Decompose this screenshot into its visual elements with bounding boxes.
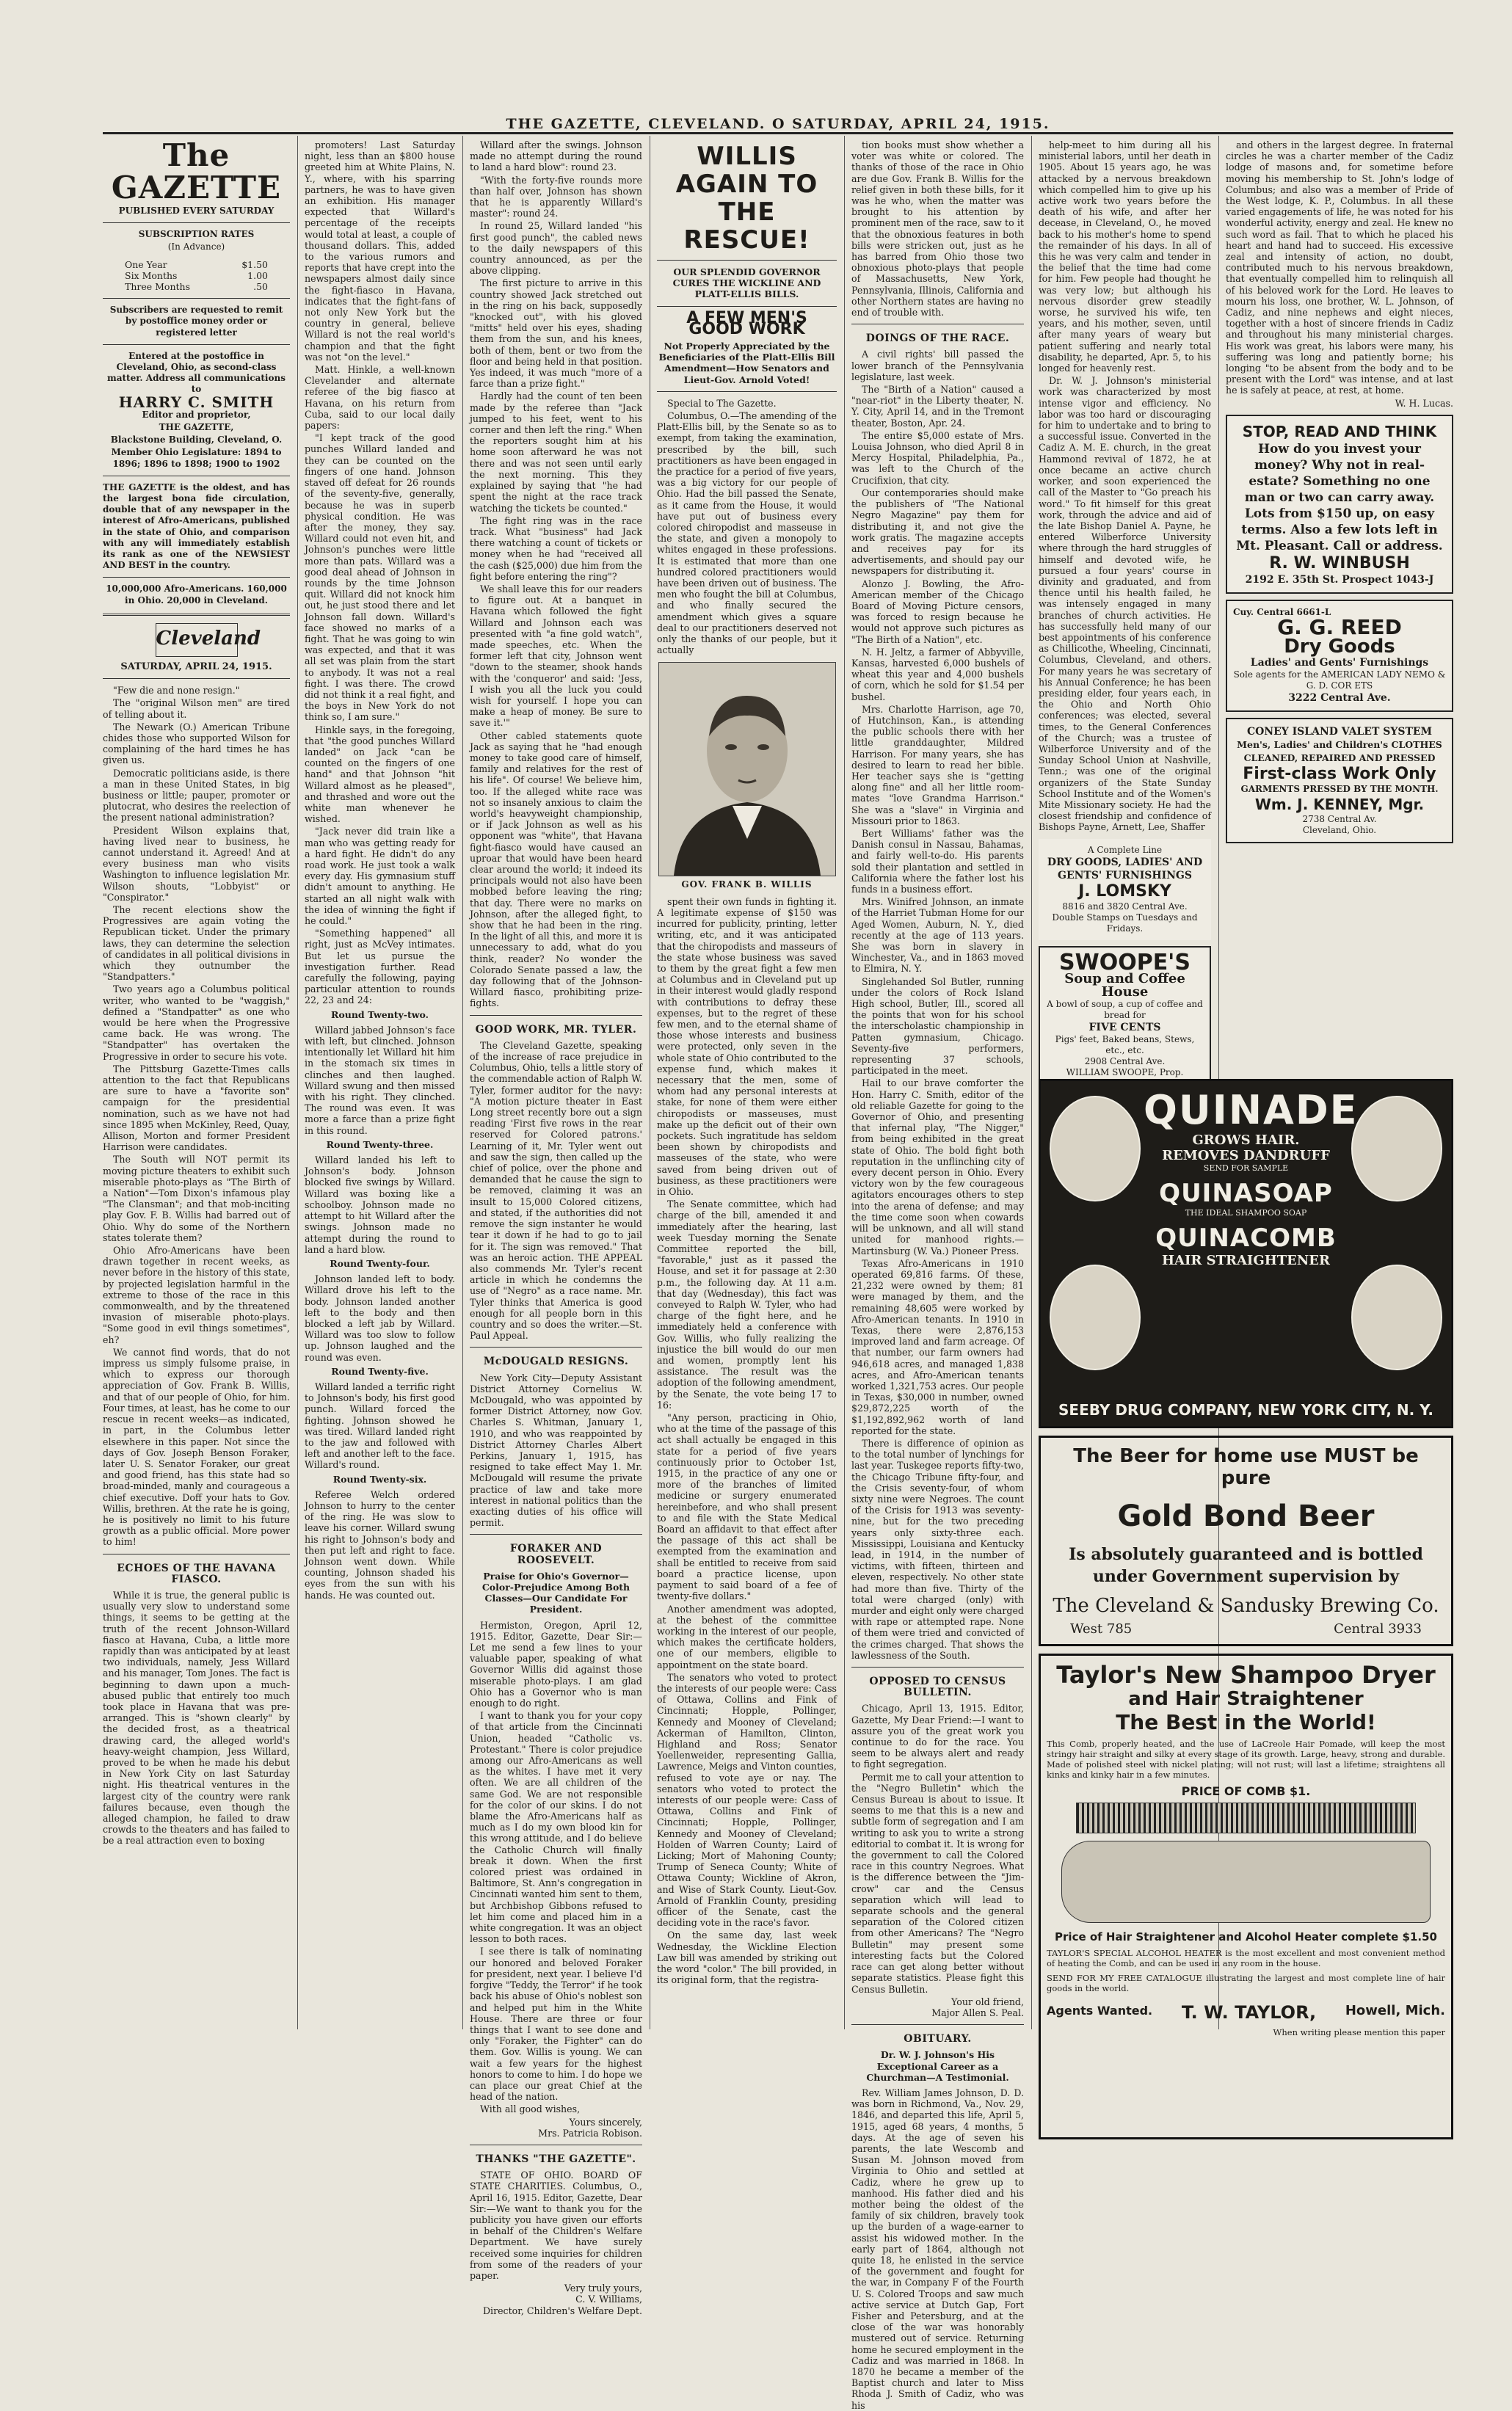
editorial-paragraph: The recent elections show the Progressives are again voting the Republican ticket. Under the primary laws, they can determine the selection of candidates in all political divisions in which they outnumber the "Standpatters." [103,903,290,983]
quinasoap-title: QUINASOAP [1159,1179,1333,1208]
divider [657,260,837,261]
column-divider [297,136,298,2029]
round-text: Johnson landed left to body. Willard drove his left to the body. Johnson landed another left to the body and then blocked a left jab by Willard. Willard was too slow to follow up. Johnson laughed and the round was even. [305,1273,455,1363]
editorial-paragraph: The Newark (O.) American Tribune chides those who supported Wilson for complaining of the hard times he has given us. [103,721,290,766]
ad-name: R. W. WINBUSH [1269,553,1410,572]
ads-block [1039,1072,1453,2147]
article-paragraph: "Something happened" all right, just as McVey intimates. But let us pursue the investigation further. Read carefully the following, paying particular attention to rounds 22, 23 and 24: [305,928,455,1006]
member-note: Member Ohio Legislature: 1894 to 1896; 1896 to 1898; 1900 to 1902 [111,447,282,469]
quinade-ad [1039,1079,1453,1428]
ad-address: 2908 Central Ave. [1084,1055,1166,1066]
article-subhead: Dr. W. J. Johnson's His Exceptional Career as a Churchman—A Testimonial. [866,2049,1009,2083]
editorial-paragraph: Democratic politicians aside, is there a man in these United States, in big business or little; pauper, promoter or plutocrat, who desires the reelection of the present national administration? [103,767,290,823]
ad-line: Pigs' feet, Baked beans, Stews, etc., etc. [1055,1033,1195,1055]
ad-line: A Complete Line [1087,844,1163,855]
ad-address: 8816 and 3820 Central Ave. [1062,901,1188,912]
article-paragraph: The Senate committee, which had charge of the bill, amended it and immediately after the hearing, last week Tuesday morning the Senate Committee reported the bill, "favorable," just as it passed the House, and set it for passage at 2:30 p.m., the following day. At 11 a.m. that day (Wednesday), this fact was conveyed to Ralph W. Tyler, who had charge of the fight here, and he immediately held a conference with Gov. Willis, who fully realizing the injustice the bill would do our men and women, promptly lent his assistance. The result was the adoption of the following amendment, by the Senate, the vote being 17 to 16: [657,1199,837,1411]
top-rule [103,132,1453,134]
article-paragraph: tion books must show whether a voter was white or colored. The thanks of those of the race in Ohio are due Gov. Frank B. Willis for the relief given in both these bills, for it was he who, when the matter was brought to his attention by prominent men of the race, saw to it that the obnoxious features in both bills were stricken out, just as he has barred from Ohio those two obnoxious photo-plays that people of Massachusetts, New York, Pennsylvania, Illinois, California and other Northern states are having no end of trouble with. [851,139,1024,319]
ad-address: 2192 E. 35th St. Prospect 1043-J [1245,573,1434,586]
article-headline: DOINGS OF THE RACE. [865,332,1010,345]
news-item: N. H. Jeltz, a farmer of Abbyville, Kansas, harvested 6,000 bushels of wheat this year and 4,000 bushels of corn, which he sold for $1.54 per bushel. [851,646,1024,702]
editor-title: Editor and proprietor, [142,409,251,420]
remit-note: Subscribers are requested to remit by postoffice money order or registered letter [109,305,283,338]
phone-west: West 785 [1070,1621,1133,1637]
ad-line: Men's, Ladies' and Children's CLOTHES CLEANED, REPAIRED AND PRESSED [1237,738,1442,763]
article-paragraph: Hardly had the count of ten been made by the referee than "Jack jumped to his feet, went to his corner and then left the ring." When the reporters sought him at his home soon afterward he was not there and was not seen until early the next morning. This they explained by saying that "he had spent the night at the race track watching the tickets be counted." [470,390,642,514]
ad-city: Cleveland, Ohio. [1302,824,1377,835]
editorial-paragraph: The "original Wilson men" are tired of telling about it. [103,697,290,720]
article-paragraph: "I kept track of the good punches Willard landed and they can be counted on the fingers of one hand. Johnson staved off defeat for 26 rounds of the seventy-five, generally, because he was in superb physical condition. He was after the money, they say. Willard could not even hit, and Johnson's punches were little more than pats. Willard was a good deal ahead of Johnson in rounds by the time Johnson quit. Willard did not knock him out, he just stood there and let Johnson fall down. Willard's face showed no marks of a fight. That he was going to win was expected, and that it was all set was plain from the start to anybody. It was not a real fight. I was there. The crowd did not think it a real fight, and the boys in New York do not think so, I am sure." [305,432,455,723]
lomsky-ad [1039,839,1211,940]
rates-list [125,259,268,293]
quinacomb-title: QUINACOMB [1155,1223,1337,1253]
divider [470,1347,642,1348]
rate-price: .50 [253,281,268,293]
lead-headline: WILLIS AGAIN TO THE RESCUE! [675,142,818,255]
obituary-paragraph: and others in the largest degree. In fraternal circles he was a charter member of the Cadiz lodge of masons and, for sometime before moving his membership to St. John's lodge of Columbus; and also was a member of Pride of the West lodge, K. P., Columbus. In all these varied engagements of life, he was noted for his wonderful activity, energy and zeal. He knew no such word as fail. That to which he placed his heart and hand had to succeed. His excessive zeal and intensity of action, no doubt, contributed much to his nervous breakdown, that eventually compelled him to relinquish all of his beloved work for the Lord. He leaves to mourn his loss, one brother, W. L. Johnson, of Cadiz, and nine nephews and eight nieces, together with a host of sincere friends in Cadiz and throughout his many ministerial charges. His work was great, his labors were many, his suffering was long and patiently borne; his longing "to be absent from the body and to be present with the Lord" was intense, and at last he is safely at peace, at rest, at home. [1226,139,1453,396]
ad-note: Double Stamps on Tuesdays and Fridays. [1052,912,1198,934]
divider [103,222,290,223]
quinade-line: HAIR STRAIGHTENER [1162,1253,1330,1268]
rate-row [125,270,268,281]
taylor-tagline: The Best in the World! [1116,1710,1376,1734]
taylor-special: TAYLOR'S SPECIAL ALCOHOL HEATER is the most excellent and most convenient method of heating the Comb, and can be used in any room in the house. [1047,1948,1445,1968]
divider [851,2024,1024,2025]
taylor-headline: Taylor's New Shampoo Dryer [1056,1661,1436,1689]
quinade-line: SEND FOR SAMPLE [1203,1163,1289,1173]
divider [103,577,290,578]
ad-address: 2738 Central Av. [1302,813,1377,824]
news-item: Mrs. Charlotte Harrison, age 70, of Hutchinson, Kan., is attending the public schools there with her little granddaughter, Mildred Harrison. For many years, she has desired to learn to read her bible. Her teacher says she is "getting along fine" and all her little room-mates "love Grandma Harrison." She was a "slave" in Virginia and Missouri prior to 1863. [851,703,1024,826]
column-7 [1226,139,1453,1064]
news-item: A civil rights' bill passed the lower branch of the Pennsylvania legislature, last week. [851,349,1024,382]
article-paragraph: Matt. Hinkle, a well-known Clevelander and alternate referee of the big fiasco at Havana, on his return from Cuba, said to our local daily papers: [305,364,455,432]
round-heading: Round Twenty-six. [332,1473,427,1485]
ad-line: Soup and Coffee House [1064,970,1185,1000]
agents-wanted: Agents Wanted. [1047,2003,1153,2018]
ad-line: DRY GOODS, LADIES' AND GENTS' FURNISHINGS [1047,856,1203,881]
rate-price: 1.00 [247,269,268,281]
letter-signoff: Your old friend, [951,1996,1024,2007]
article-paragraph: "With the forty-five rounds more than half over, Johnson has shown that he is apparently Willard's master": round 24. [470,174,642,219]
second-subhead: Not Properly Appreciated by the Beneficiaries of the Platt-Ellis Bill Amendment—How Senators and Lieut-Gov. Arnold Voted! [658,341,835,385]
news-item: Alonzo J. Bowling, the Afro-American member of the Chicago Board of Moving Picture censors, was forced to resign because he would not approve such pictures as "The Birth of a Nation", etc. [851,578,1024,645]
editorial-paragraph: President Wilson explains that, having lived near to business, he cannot understand it. Agreed! And at every business man who visits Washington to influence legislation Mr. Wilson shouts, "Lobbyist" or "Conspirator." [103,824,290,903]
editorial-paragraph: Ohio Afro-Americans have been drawn together in recent weeks, as never before in the history of this state, by projected legislation harmful in the extreme to those of the race in this commonwealth, and by the threatened invasion of miserable photo-plays. "Some good in evil things sometimes", eh? [103,1245,290,1345]
dryer-icon [1061,1841,1431,1923]
news-item: Hail to our brave comforter the Hon. Harry C. Smith, editor of the old reliable Gazette for going to the Governor of Ohio, and presenting that infernal play, "The Nigger," from being exhibited in the great state of Ohio. The bold fight both reputation in the unflinching city of every decent person in Ohio. Every victory won by the few courageous agitators encourages others to step into the arena of defense; and may the time come soon when cowards will be unknown, and all will stand united for manhood rights.—Martinsburg (W. Va.) Pioneer Press. [851,1077,1024,1257]
divider [103,344,290,345]
article-paragraph: "Any person, practicing in Ohio, who at the time of the passage of this act shall actually be engaged in this state for a period of five years continuously prior to October 1st, 1915, in the practice of any one or more of the branches of limited medicine or surgery enumerated hereinbefore, and who shall present to and file with the State Medical Board an affidavit to that effect after the passage of this act shall be exempted from the examination and shall be entitled to receive from said board a practice license, upon payment to said board of a fee of twenty-five dollars." [657,1412,837,1602]
obituary-paragraph: help-meet to him during all his ministerial labors, until her death in 1905. About 15 years ago, he was attacked by a nervous breakdown which compelled him to give up his active work two years before the death of his wife, and after her decease, in Cleveland, O., he moved back to his mother's home to spend the remainder of his days. In all of this he was very calm and tender in the belief that the time had come for him. Few people had thought he was very low; but although his nervous disorder grew steadily worse, he survived his wife, ten years, and his mother, seven, until after many years of weary but patient suffering and nearly total disability, he departed, Apr. 5, to his longed for heavenly rest. [1039,139,1211,374]
swoope-ad [1039,946,1211,1086]
column-1 [103,139,290,2026]
letter-signoff: Yours sincerely, [569,2116,642,2128]
divider [657,391,837,392]
divider [657,306,837,307]
news-item: There is difference of opinion as to the total number of lynchings for last year. Tuskegee reports fifty-two, the Chicago Tribune fifty-four, and the Crisis seventy-four, of whom sixty nine were Negroes. The count of the Crisis for 1913 was seventy-nine, but for the two preceding years only sixty-three each. Mississippi, Louisiana and Kentucky lead, in 1914, in the number of victims, with fifteen, thirteen and eleven, respectively. No other state had more than five. Thirty of the total were charged (only) with murder and eight only were charged with rape or attempted rape. None of them were tried and convicted of the crimes charged. That shows the lawlessness of the South. [851,1437,1024,1661]
rate-row [125,259,268,270]
article-paragraph: Other cabled statements quote Jack as saying that he "had enough money to take good care of himself, family and relatives for the rest of his life". Of course! We believe him, too. If the alleged white race was not so insanely anxious to claim the world's heavyweight championship, or if Jack Johnson as well as his opponent was "white", that Havana fight-fiasco would have caused an uproar that would have been heard clear around the world; it indeed its principals would not also have been mobbed before leaving the ring; that day. There were no marks on Johnson, after the alleged fight, to show that he had been in the ring. In the light of all this, and more it is unnecessary to add, what do you think, reader? No wonder the Colorado Senate passed a law, the day following that of the Johnson-Willard fiasco, prohibiting prize-fights. [470,730,642,1009]
round-heading: Round Twenty-four. [330,1257,430,1269]
obituary-signature: W. H. Lucas. [1395,397,1453,409]
quinade-footer: SEEBY DRUG COMPANY, NEW YORK CITY, N. Y. [1058,1401,1433,1419]
ad-line: CONEY ISLAND VALET SYSTEM [1246,725,1433,738]
article-subhead: Praise for Ohio's Governor—Color-Prejudice Among Both Classes—Our Candidate For President. [481,1570,630,1615]
letter-paragraph: With all good wishes, [480,2103,581,2115]
letter-signature: Major Allen S. Peal. [931,2007,1024,2018]
woman-portrait-icon [1050,1096,1141,1201]
portrait-icon [659,663,835,876]
article-paragraph: The fight ring was in the race track. What "business" had Jack there watching a count of tickets or money when he had "received all the cash ($25,000) due him from the fight before entering the ring"? [470,514,642,582]
rate-label: Six Months [125,269,178,281]
taylor-city: Howell, Mich. [1345,2002,1445,2018]
ad-line: Dry Goods [1284,635,1395,658]
paper-name: THE GAZETTE, [159,422,234,433]
taylor-body: This Comb, properly heated, and the use of LaCreole Hair Pomade, will keep the most stringy hair straight and silky at every stage of its growth. Large, heavy, strong and durable. Made of polished steel with nickel plating; will not rust; will last a lifetime; straightens all kinks and kinky hair in a few minutes. [1047,1739,1445,1780]
quinade-line: REMOVES DANDRUFF [1162,1148,1330,1163]
divider [103,678,290,679]
phone-central: Central 3933 [1334,1621,1422,1637]
second-headline: A FEW MEN'S GOOD WORK [686,308,807,338]
article-headline: ECHOES OF THE HAVANA FIASCO. [117,1562,276,1585]
cleveland-logo-seal: Cleveland [156,623,238,657]
letter-paragraph: Permit me to call your attention to the "Negro Bulletin" which the Census Bureau is about to issue. It seems to me that this is a new and subtle form of segregation and I am writing to ask you to write a strong editorial to combat it. It is wrong for the government to call the Colored race in this country Negroes. What is the difference between the "Jim-crow" car and the Census separation which will lead to separate schools and the general separation of the Colored citizen from other Americans? The "Negro Bulletin" may present some interesting facts but the Colored race can get along better without separate statistics. Please fight this Census Bulletin. [851,1771,1024,1995]
ad-line: Sole agents for the AMERICAN LADY NEMO & G. D. COR ETS [1233,669,1446,691]
column-divider [462,136,463,2029]
news-item: Singlehanded Sol Butler, running under the colors of Rock Island High school, Butler, Ill., scored all the points that won for his school the interscholastic championship in Patten gymnasium, Chicago. Seventy-five performers, representing 37 schools, participated in the meet. [851,975,1024,1077]
round-text: Willard jabbed Johnson's face with left, but clinched. Johnson intentionally let Willard hit him in the stomach six times in clinches and then laughed. Willard swung and then missed with his right. They clinched. The round was even. It was more a farce than a prize fight in this round. [305,1024,455,1136]
editorial-paragraph: The Pittsburg Gazette-Times calls attention to the fact that Republicans are sure to have a "favorite son" campaign for the presidential nomination, such as we have not had since 1895 when McKinley, Reed, Quay, Allison, Morton and former President Harrison were candidates. [103,1063,290,1153]
address: Blackstone Building, Cleveland, O. [110,434,283,446]
ad-headline: STOP, READ AND THINK [1242,422,1437,440]
reed-ad [1226,600,1453,712]
quinade-title: QUINADE [1144,1087,1359,1133]
running-head: THE GAZETTE, CLEVELAND. O SATURDAY, APRIL 24, 1915. [506,116,1050,132]
article-paragraph: Willard after the swings. Johnson made no attempt during the round to land a hard blow": round 23. [470,139,642,173]
beer-brand: Gold Bond Beer [1117,1499,1375,1533]
article-paragraph: spent their own funds in fighting it. A legitimate expense of $150 was incurred for publicity, printing, letter writing, etc, and it was anticipated that the chiropodists and masseurs of the state whose business was saved to them by the great fight a few men at Columbus and in Cleveland put up in their interest would gladly respond with contributions to defray these expenses, but to the regret of these few men, and to the eternal shame of those whose interests and business were protected, only seven in the whole state of Ohio contributed to the expense fund, which makes it necessary that the men, some of whom had any personal interests at stake, for none of them were either chiropodists or masseuses, must make up the deficit out of their own pockets. Such ingratitude has seldom been shown by chiropodists and masseuses of the state, who were saved from being driven out of business, as these practitioners were in Ohio. [657,895,837,1197]
ad-line: First-class Work Only [1243,764,1436,783]
woman-portrait-icon [1351,1096,1442,1201]
news-item: The entire $5,000 estate of Mrs. Louisa Johnson, who died April 8 in Mercy Hospital, Philadelphia, Pa., was left to the Church of the Crucifixion, that city. [851,429,1024,486]
taylor-mention: When writing please mention this paper [1273,2027,1445,2037]
article-paragraph: The Cleveland Gazette, speaking of the increase of race prejudice in Columbus, Ohio, tells a little story of the commendable action of Ralph W. Tyler, former auditor for the navy: "A motion picture theater in East Long street recently bore out a sign reading 'First five rows in the rear reserved for Colored patrons.' Learning of it, Mr. Tyler went out and saw the sign, then called up the chief of police, over the phone and demanded that he cause the sign to be removed, claiming it was an insult to 15,000 Colored citizens, and stated, if the authorities did not remove the sign instanter he would tear it down if he had to go to jail for it. The sign was removed." That was an heroic action. THE APPEAL also commends Mr. Tyler's recent article in which he condemns the use of "Negro" as a race name. Mr. Tyler thinks that America is good enough for all people born in this country and so does the writer.—St. Paul Appeal. [470,1039,642,1342]
news-item: Texas Afro-Americans in 1910 operated 69,816 farms. Of these, 21,232 were owned by them; 81 were managed by them, and the remaining 48,605 were worked by Afro-American tenants. In 1910 in Texas, there were 2,876,153 improved land and farm acreage. Of that number, our farm owners had 946,618 acres, and managed 1,838 acres, and Afro-American tenants worked 1,321,753 acres. Our people in Texas, $30,000 in number, owned $29,872,225 worth of the $1,192,892,962 worth of land reported for the state. [851,1257,1024,1436]
editorial-paragraph: Two years ago a Columbus political writer, who wanted to be "waggish," defined a "Standpatter" as one who would be here when the Progressive came back. He was wrong. The "Standpatter" has overtaken the Progressive in order to secure his vote. [103,983,290,1062]
ad-address: 3222 Central Ave. [1288,691,1391,704]
kenney-valet-ad [1226,718,1453,843]
round-heading: Round Twenty-three. [326,1138,434,1150]
article-paragraph: We shall leave this for our readers to figure out. At a banquet in Havana which followed the fight Willard and Johnson each was presented with "a fine gold watch", made speeches, etc. When the former left that city, Johnson went "down to the steamer, shook hands with the 'conqueror' and said: 'Jess, I wish you all the luck you could wish for yourself. I hope you can make a heap of money. Be sure to save it.'" [470,583,642,729]
woman-portrait-icon [1050,1265,1141,1370]
editorial-paragraph: We cannot find words, that do not impress us simply fulsome praise, in which to express our thorough appreciation of Gov. Frank B. Willis, and that of our people of Ohio, for him. Four times, at least, has he come to our rescue in recent weeks—as indicated, in part, in the Columbus letter elsewhere in this paper. Not since the days of Gov. Joseph Benson Foraker, later U. S. Senator Foraker, our great and good friend, has this state had so broad-minded, manly and courageous a chief executive. Doff your hats to Gov. Willis, brethren. At the rate he is going, he is positively no limit to his future growth as a public official. More power to him! [103,1346,290,1548]
gold-bond-beer-ad [1039,1436,1453,1646]
article-paragraph: The first picture to arrive in this country showed Jack stretched out in the ring on his back, supposedly "knocked out", with his gloved "mitts" held over his eyes, shading them from the sun, and his knees, both of them, bent or two from the floor and being held in that position. Yes indeed, it was much "more of a farce than a prize fight." [470,277,642,390]
governor-portrait-image [658,662,836,876]
ad-line: GARMENTS PRESSED BY THE MONTH. [1240,783,1439,794]
divider [470,1534,642,1535]
article-paragraph: While it is true, the general public is usually very slow to understand some things, it seems to be getting at the truth of the recent Johnson-Willard fiasco at Havana, Cuba, a little more rapidly than was anticipated by at least two individuals, namely, Jess Willard and his manager, Tom Jones. The fact is beginning to dawn upon a much-abused public that entirely too much took place in Havana that was pre-arranged. This is "shown clearly" by the decided frost, as a theatrical drawing card, the alleged world's heavy-weight champion, Jess Willard, proved to be when he made his debut in New York City on last Saturday night. His theatrical ventures in the largest city of the country were rank failures because, even though the alleged champion, he failed to draw crowds to the theaters and has failed to be a real attraction even to boxing [103,1589,290,1847]
quinade-line: THE IDEAL SHAMPOO SOAP [1185,1208,1307,1218]
editorial-paragraph: The South will NOT permit its moving picture theaters to exhibit such miserable photo-plays as "The Birth of a Nation"—Tom Dixon's infamous play "The Clansman"; and that mob-inciting play Gov. F. B. Willis had barred out of Ohio. Why do some of the Northern states tolerate them? [103,1154,290,1243]
lead-subhead: OUR SPLENDID GOVERNOR CURES THE WICKLINE AND PLATT-ELLIS BILLS. [672,266,821,300]
letter-signoff: Very truly yours, [564,2283,642,2294]
taylor-catalogue: SEND FOR MY FREE CATALOGUE illustrating the largest and most complete line of hair goods in the world. [1047,1973,1445,1993]
article-paragraph: promoters! Last Saturday night, less than an $800 house greeted him at White Plains, N. Y., where, with his sparring partners, he was to have given an exhibition. His manager expected that Willard's percentage of the receipts would total at least, a couple of thousand dollars. This, added to the various rumors and reports that have crept into the newspapers almost daily since the fight-fiasco in Havana, indicates that the fight-fans of not only New York but the country in general, believe Willard is not the real world's champion and that the fight was not "on the level." [305,139,455,363]
portrait-caption: GOV. FRANK B. WILLIS [681,879,813,890]
ad-name: SWOOPE'S [1059,949,1191,975]
ad-body: How do you invest your money? Why not in real-estate? Something no one man or two can carry away. Lots from $150 up, on easy terms. Also a few lots left in Mt. Pleasant. Call or address. [1236,441,1443,553]
divider [470,1015,642,1016]
article-paragraph: New York City—Deputy Assistant District Attorney Cornelius W. McDougald, who was appointed by former District Attorney, now Gov. Charles S. Whitman, January 1, 1910, and who was reappointed by District Attorney Charles Albert Perkins, January 1, 1915, has resigned to take effect May 1. Mr. McDougald will resume the private practice of law and take more interest in national politics than the exacting duties of his office will permit. [470,1372,642,1529]
editor-name: HARRY C. SMITH [118,393,275,411]
woman-portrait-icon [1351,1265,1442,1370]
winbush-ad [1226,415,1453,594]
divider [103,298,290,299]
obituary-paragraph: Rev. William James Johnson, D. D. was born in Richmond, Va., Nov. 29, 1846, and departed this life, April 5, 1915, aged 68 years, 4 months, 5 days. At the age of seven his parents, the late Wescomb and Susan M. Johnson moved from Virginia to Ohio and settled at Cadiz, where he grew up to manhood. His father died and his mother being the oldest of the family of six children, bravely took up the burden of a wage-earner to assist his widowed mother. In the early part of 1864, although not quite 18, he enlisted in the service of the government and fought for the war, in Company F of the Fourth U. S. Colored Troops and saw much active service at Dutch Gap, Fort Fisher and Petersburg, and at the close of the war was honorably mustered out of service. Returning home he secured employment in the Cadiz and was married in 1868. In 1870 he became a member of the Baptist church and later to Miss Rhoda J. Smith of Cadiz, who was his [851,2087,1024,2411]
round-text: Willard landed a terrific right to Johnson's body, his first good punch. Willard forced the fighting. Johnson showed he was tired. Willard landed right to the jaw and followed with left and another left to the face. Willard's round. [305,1381,455,1471]
obituary-paragraph: Dr. W. J. Johnson's ministerial work was characterized by most intense vigor and efficiency. No labor was too hard or discouraging for him to undertake and to bring to a successful issue. Converted in the Cadiz A. M. E. church, in the great Hammond revival of 1872, he at once became an active church worker, and soon experienced the call of the Master to "Go preach his word." To fit himself for this great work, through the advice and aid of the late Bishop Daniel A. Payne, he entered Wilberforce University where through the hard struggles of himself and devoted wife, he pursued a four years' course in divinity and graduated, and from thence until his health failed, he was intensely engaged in many branches of church activities. He has successfully held many of our best appointments of his conference as Chillicothe, Wheeling, Cincinnati, Columbus, Cleveland, and others. For many years he was secretary of his Annual Conference; he has been presiding elder, four years each, in the Ohio and North Ohio conferences; was elected, several times, to the General Conferences of the Church; was a trustee of Wilberforce University and of the Sunday School Union at Nashville, Tenn.; was one of the original organizers of the State Sunday School Institute and of the Women's Mite Missionary society. He had the closest friendship and confidence of Bishops Payne, Arnett, Lee, Shaffer [1039,375,1211,833]
letter-signature: Mrs. Patricia Robison. [538,2127,642,2139]
round-heading: Round Twenty-two. [331,1008,429,1020]
round-text: Referee Welch ordered Johnson to hurry to the center of the ring. He was slow to leave his corner. Willard swung his right to Johnson's body and then put left and right to face. Johnson went down. While counting, Johnson shaded his eyes from the sun with his hands. He was counted out. [305,1488,455,1601]
masthead-title: The GAZETTE [111,137,282,206]
column-divider [844,136,845,2029]
rate-row [125,281,268,292]
ad-line: Ladies' and Gents' Furnishings [1250,656,1429,669]
comb-icon [1076,1803,1416,1833]
ad-line: A bowl of soup, a cup of coffee and bread for [1047,998,1203,1020]
taylor-price-comb: PRICE OF COMB $1. [1181,1784,1311,1798]
column-6 [1039,139,1211,1077]
round-text: Willard landed his left to Johnson's body. Johnson blocked five swings by Willard. Willard was boxing like a schoolboy. Johnson made no attempt to hit Willard after the swings. Johnson made no attempt during the round to land a hard blow. [305,1154,455,1255]
column-divider [1031,136,1032,2029]
column-5 [851,139,1024,2411]
ad-phone: Cuy. Central 6661-L [1233,606,1331,617]
quinade-text [1144,1087,1359,1268]
taylor-subhead: and Hair Straightener [1128,1688,1364,1710]
population-note: 10,000,000 Afro-Americans. 160,000 in Ohio. 20,000 in Cleveland. [106,583,287,606]
editorial-paragraph: "Few die and none resign." [113,685,240,697]
letter-paragraph: Chicago, April 13, 1915. Editor, Gazette, My Dear Friend:—I want to assure you of the great work you continue to do for the race. You seem to be always alert and ready to fight segregation. [851,1703,1024,1770]
masthead-published: PUBLISHED EVERY SATURDAY [118,206,275,216]
round-heading: Round Twenty-five. [331,1365,429,1377]
article-headline: McDOUGALD RESIGNS. [483,1356,629,1368]
article-headline: THANKS "THE GAZETTE". [476,2153,636,2165]
ad-name: G. G. REED [1277,614,1402,639]
quinade-line: GROWS HAIR. [1192,1132,1300,1148]
column-4 [657,139,837,2026]
divider [103,614,290,616]
article-headline: OBITUARY. [904,2033,972,2045]
article-headline: GOOD WORK, MR. TYLER. [475,1023,637,1036]
article-paragraph: Special to The Gazette. [667,397,777,409]
rate-label: One Year [125,258,167,270]
letter-paragraph: I want to thank you for your copy of that article from the Cincinnati Union, headed "Catholic vs. Protestant." There is color prejudice among our Afro-Americans as well as the whites. I have met it very often. We are all children of the same God. We are not responsible for the color of our skins. I do not blame the Afro-Americans half as much as I do my own blood kin for this wrong attitude, and I do believe the Catholic Church will finally break it down. When the first colored priest was ordained in Baltimore, St. Ann's congregation in Cincinnati wanted him sent to them, but Archbishop Gibbons refused to let him come and placed him in a white congregation. It was an object lesson to both races. [470,1710,642,1945]
article-paragraph: Another amendment was adopted, at the behest of the committee working in the interest of our people, which makes the certificate holders, one of our members, eligible to appointment on the state board. [657,1603,837,1670]
rates-title: SUBSCRIPTION RATES [138,229,255,240]
letter-paragraph: Hermiston, Oregon, April 12, 1915. Editor, Gazette, Dear Sir:—Let me send a few lines to your valuable paper, speaking of what Governor Willis did against those miserable photo-plays. I am glad Ohio has a Governor who is man enough to do right. [470,1619,642,1709]
article-paragraph: On the same day, last week Wednesday, the Wickline Election Law bill was amended by striking out the word "color." The bill provided, in its original form, that the registra- [657,1930,837,1986]
taylor-shampoo-dryer-ad [1039,1654,1453,2139]
brewery-name: The Cleveland & Sandusky Brewing Co. [1053,1595,1439,1617]
column-2 [305,139,455,2026]
article-headline: OPPOSED TO CENSUS BULLETIN. [869,1676,1006,1699]
ad-name: Wm. J. KENNEY, Mgr. [1254,795,1425,813]
news-item: Mrs. Winifred Johnson, an inmate of the Harriet Tubman Home for our Aged Women, Auburn, N. Y., died recently at the age of 113 years. She was born in slavery in Winchester, Va., and in 1863 moved to Elmira, N. Y. [851,896,1024,975]
taylor-price-set: Price of Hair Straightener and Alcohol Heater complete $1.50 [1055,1930,1437,1943]
rates-note: (In Advance) [167,241,225,252]
issue-date: SATURDAY, APRIL 24, 1915. [120,661,272,672]
beer-text: Is absolutely guaranteed and is bottled under Government supervision by [1069,1545,1423,1586]
news-item: Bert Williams' father was the Danish consul in Nassau, Bahamas, and fairly well-to-do. His parents sold their plantation and settled in California where the father lost his funds in a business effort. [851,827,1024,895]
beer-phones [1048,1621,1444,1637]
ad-prop: WILLIAM SWOOPE, Prop. [1066,1066,1184,1077]
masthead [103,139,290,679]
letter-paragraph: STATE OF OHIO. BOARD OF STATE CHARITIES. Columbus, O., April 16, 1915. Editor, Gazette, Dear Sir:—We want to thank you for the publicity you have given our efforts in behalf of the Children's Welfare Department. We have surely received some inquiries for children from some of the readers of your paper. [470,2170,642,2281]
column-3 [470,139,642,2316]
article-paragraph: Hinkle says, in the foregoing, that "the good punches Willard landed" on Jack "can be counted on the fingers of one hand" and that Johnson "hit Willard almost as he pleased", and thrashed and wore out the white man whenever he wished. [305,724,455,825]
news-item: Our contemporaries should make the publishers of "The National Negro Magazine" pay them for distributing it, and not give the work gratis. The magazine accepts and receives pay for its advertisements, and should pay our newspapers for distributing it. [851,487,1024,577]
article-paragraph: "Jack never did train like a man who was getting ready for a hard fight. He didn't do any road work. He just took a walk every day. His gymnasium stuff didn't amount to anything. He started an all night walk with the idea of winning the fight if he could." [305,826,455,927]
letter-signature-title: Director, Children's Welfare Dept. [482,2305,642,2316]
taylor-name: T. W. TAYLOR, [1181,2002,1317,2023]
taylor-footer [1047,1998,1445,2023]
entered-note: Entered at the postoffice in Cleveland, Ohio, as second-class matter. Address all communications to [107,350,286,395]
news-item: The "Birth of a Nation" caused a "near-riot" in the Liberty theater, N. Y. City, April 14, and in the Tremont theater, Boston, Apr. 24. [851,384,1024,429]
divider [851,1667,1024,1668]
beer-headline: The Beer for home use MUST be pure [1073,1445,1419,1489]
article-paragraph: Columbus, O.—The amending of the Platt-Ellis bill, by the Senate so as to exempt, from taking the examination, prescribed by the bill, such practitioners as have been engaged in the practice for a period of five years, was a big victory for our people of Ohio. Had the bill passed the Senate, as it came from the House, it would have put out of business every colored chiropodist and masseuse in the state, and given a monopoly to whites engaged in these professions. It is estimated that more than one hundred colored practitioners would have been driven out of business. The men who fought the bill at Columbus, and who finally secured the amendment which gives a square deal to our practitioners deserved not only the thanks of our people, but it actually [657,410,837,656]
ad-price: FIVE CENTS [1088,1021,1161,1033]
rate-label: Three Months [125,281,190,293]
article-headline: FORAKER AND ROOSEVELT. [509,1543,603,1566]
rate-price: $1.50 [241,258,268,270]
article-paragraph: The senators who voted to protect the interests of our people were: Cass of Ottawa, Collins and Fink of Cincinnati; Hopple, Pollinger, Kennedy and Mooney of Cleveland; Ackerman of Hamilton, Clinton, Highland and Ross; Senator Yoellenweider, representing Gallia, Lawrence, Meigs and Vinton counties, refused to vote aye or nay. The senators who voted to protect the interests of our people were: Cass of Ottawa, Collins and Fink of Cincinnati; Hopple, Pollinger, Kennedy and Mooney of Cleveland; Holden of Warren County; Laird of Licking; Mort of Mahoning County; Trump of Seneca County; White of Ottawa County; Wickline of Akron, and Wise of Stark County. Lieut-Gov. Arnold of Franklin County, presiding officer of the Senate, cast the deciding vote in the race's favor. [657,1671,837,1929]
circulation-boast: THE GAZETTE is the oldest, and has the largest bona fide circulation, double that of any newspaper in the interest of Afro-Americans, published in the state of Ohio, and comparison with any will immediately establish its rank as one of the NEWSIEST AND BEST in the country. [103,481,290,571]
ad-name: J. LOMSKY [1078,881,1171,901]
article-paragraph: In round 25, Willard landed "his first good punch", the cabled news to the daily newspapers of this country announced, as per the above clipping. [470,220,642,277]
letter-paragraph: I see there is talk of nominating our honored and beloved Foraker for president, next year. I believe I'd forgive "Teddy, the Terror" if he took back his abuse of Ohio's noblest son and helped put him in the White House. There are three or four things that I want to see done and only "Foraker, the Fighter" can do them. Gov. Willis is young. We can wait a few years for the highest honors to come to him. I do hope we can place our great Chief at the head of the nation. [470,1946,642,2103]
letter-signature: C. V. Williams, [575,2294,642,2305]
